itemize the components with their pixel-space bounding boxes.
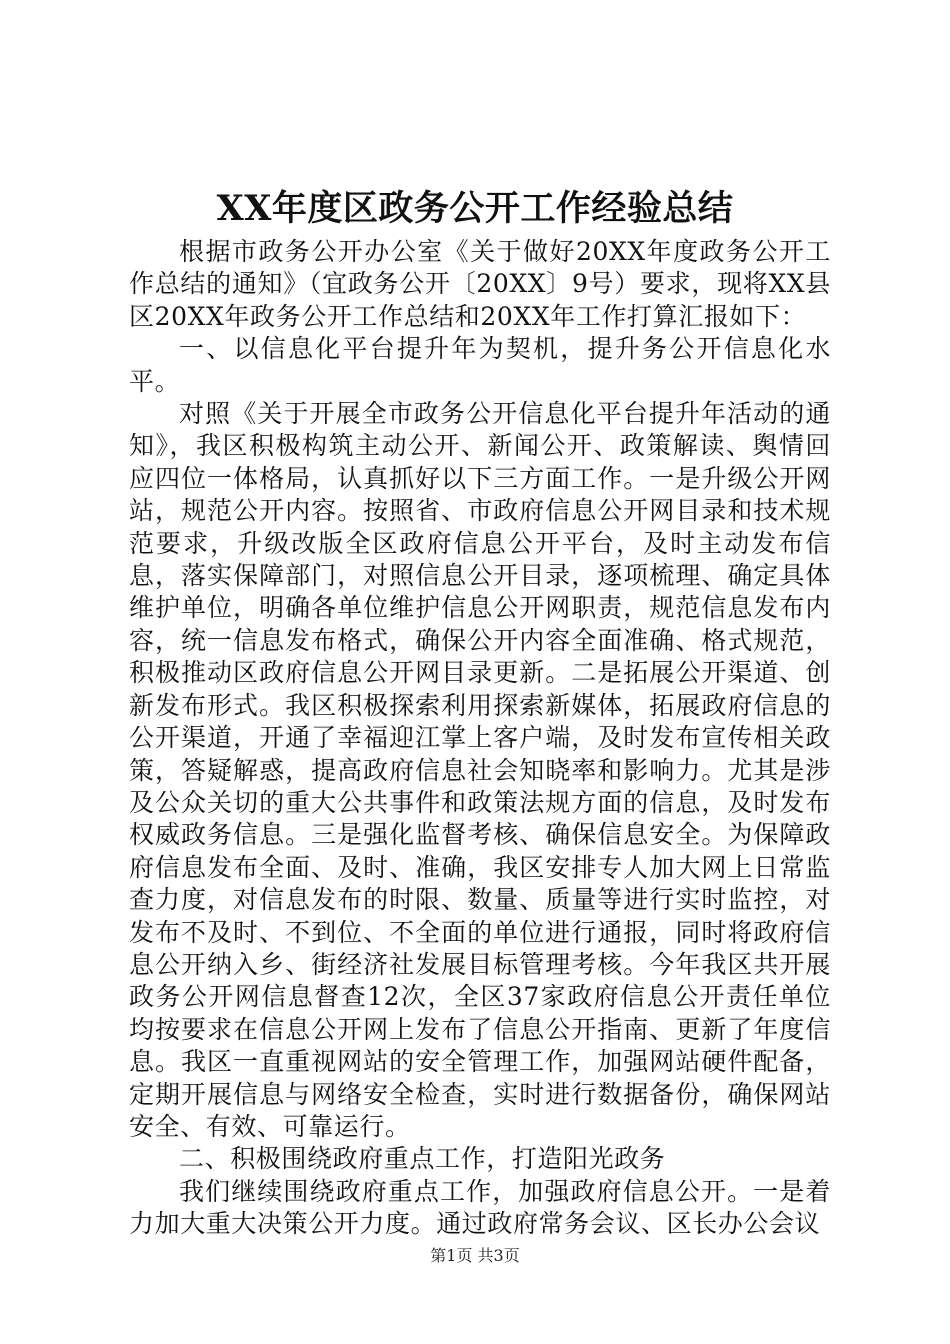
paragraph-section-2: 我们继续围绕政府重点工作，加强政府信息公开。一是着力加大重大决策公开力度。通过政府常务会议、区长办公会议	[129, 1176, 831, 1239]
page-footer: 第1页 共3页	[430, 1246, 520, 1265]
paragraph-intro: 根据市政务公开办公室《关于做好20XX年度政务公开工作总结的通知》（宜政务公开〔20XX〕9号）要求，现将XX县区20XX年政务公开工作总结和20XX年工作打算汇报如下：	[129, 237, 831, 331]
document-title: XX年度区政务公开工作经验总结	[216, 188, 734, 229]
section-heading-1: 一、以信息化平台提升年为契机，提升务公开信息化水平。	[129, 334, 831, 396]
document-body	[129, 236, 831, 1241]
section-heading-2: 二、积极围绕政府重点工作，打造阳光政务	[179, 1144, 666, 1174]
paragraph-section-1: 对照《关于开展全市政务公开信息化平台提升年活动的通知》，我区积极构筑主动公开、新闻公开、政策解读、舆情回应四位一体格局，认真抓好以下三方面工作。一是升级公开网站，规范公开内容。按照省、市政府信息公开网目录和技术规范要求，升级改版全区政府信息公开平台，及时主动发布信息，落实保障部门，对照信息公开目录，逐项梳理、确定具体维护单位，明确各单位维护信息公开网职责，规范信息发布内容，统一信息发布格式，确保公开内容全面准确、格式规范，积极推动区政府信息公开网目录更新。二是拓展公开渠道、创新发布形式。我区积极探索利用探索新媒体，拓展政府信息的公开渠道，开通了幸福迎江掌上客户端，及时发布宣传相关政策，答疑解惑，提高政府信息社会知晓率和影响力。尤其是涉及公众关切的重大公共事件和政策法规方面的信息，及时发布权威政务信息。三是强化监督考核、确保信息安全。为保障政府信息发布全面、及时、准确，我区安排专人加大网上日常监查力度，对信息发布的时限、数量、质量等进行实时监控，对发布不及时、不到位、不全面的单位进行通报，同时将政府信息公开纳入乡、街经济社发展目标管理考核。今年我区共开展政务公开网信息督查12次，全区37家政府信息公开责任单位均按要求在信息公开网上发布了信息公开指南、更新了年度信息。我区一直重视网站的安全管理工作，加强网站硬件配备，定期开展信息与网络安全检查，实时进行数据备份，确保网站安全、有效、可靠运行。	[129, 399, 831, 1141]
